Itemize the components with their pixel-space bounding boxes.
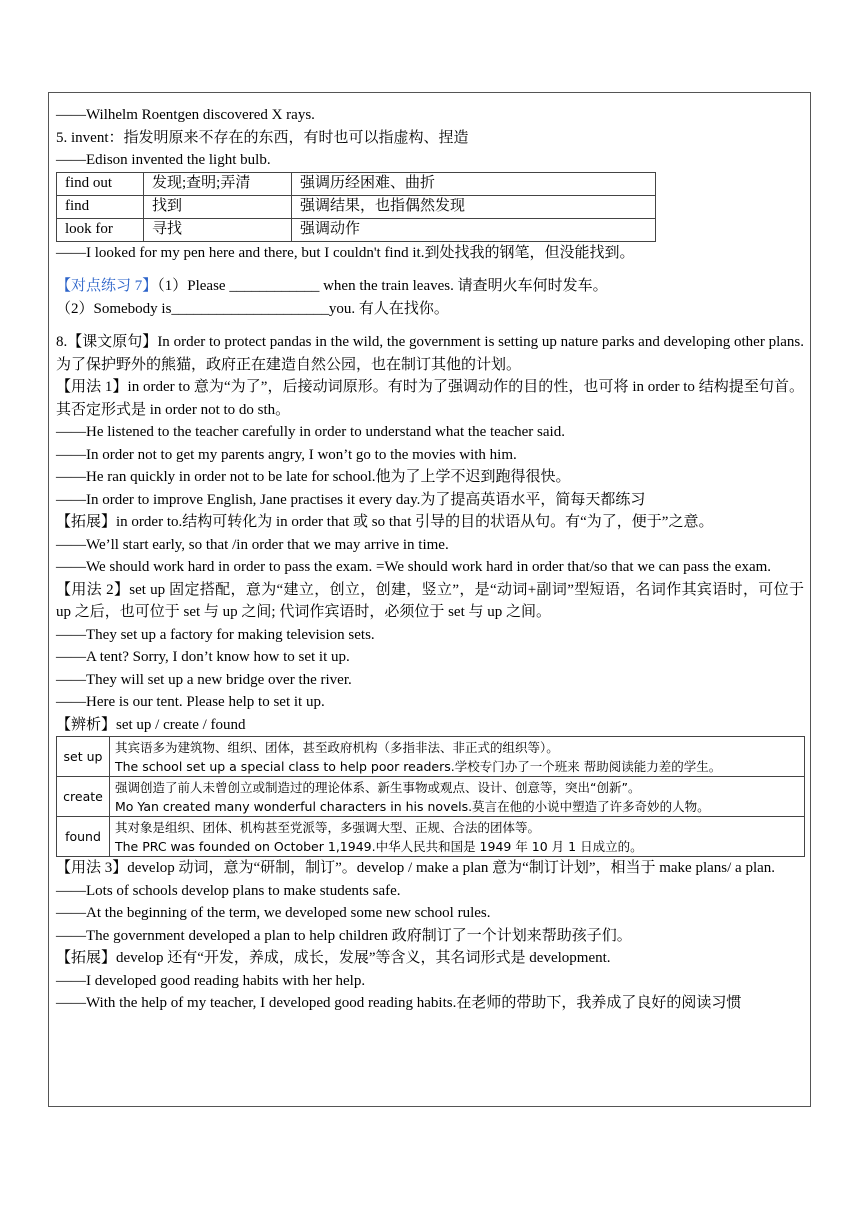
table-row — [57, 777, 805, 817]
table-cell-word: set up — [57, 737, 110, 777]
table-cell: 发现;查明;弄清 — [144, 172, 292, 195]
example-edison: ——Edison invented the light bulb. — [56, 152, 271, 168]
example-roentgen: ——Wilhelm Roentgen discovered X rays. — [56, 107, 315, 123]
setup-create-found-table — [56, 736, 805, 857]
example-line: ——We should work hard in order to pass the exam. =We should work hard in order that/so that we can pass the exam. — [56, 559, 772, 575]
table-row — [57, 737, 805, 777]
table-cell: 强调历经困难、曲折 — [292, 172, 656, 195]
table-cell: find out — [57, 172, 144, 195]
desc-text: 强调创造了前人未曾创立或制造过的理论体系、新生事物或观点、设计、创意等，突出“创新”。 — [115, 779, 641, 795]
desc-example: The PRC was founded on October 1,1949.中华人民共和国是 1949 年 10 月 1 日成立的。 — [115, 838, 643, 854]
table-cell-desc — [110, 777, 805, 817]
table-cell-word: create — [57, 777, 110, 817]
extension-2: 【拓展】develop 还有“开发，养成，成长，发展”等含义，其名词形式是 development. — [56, 950, 611, 966]
desc-text: 其对象是组织、团体、机构甚至党派等，多强调大型、正规、合法的团体等。 — [115, 819, 541, 835]
table-cell: find — [57, 195, 144, 218]
practice-q2: （2）Somebody is_____________________you. 有人在找你。 — [56, 300, 449, 317]
example-line: ——Lots of schools develop plans to make students safe. — [56, 882, 401, 899]
desc-example: The school set up a special class to help poor readers.学校专门办了一个班来 帮助阅读能力差的学生。 — [115, 758, 722, 774]
example-line: ——The government developed a plan to help children 政府制订了一个计划来帮助孩子们。 — [56, 927, 632, 944]
example-line: ——They will set up a new bridge over the river. — [56, 671, 352, 688]
example-line: ——We’ll start early, so that /in order that we may arrive in time. — [56, 536, 449, 553]
example-line: ——At the beginning of the term, we developed some new school rules. — [56, 905, 491, 921]
desc-text: 其宾语多为建筑物、组织、团体，甚至政府机构（多指非法、非正式的组织等）。 — [115, 739, 559, 755]
example-line: ——A tent? Sorry, I don’t know how to set it up. — [56, 649, 350, 665]
practice-tag: 【对点练习 7】 — [56, 278, 158, 294]
example-line: ——Here is our tent. Please help to set it up. — [56, 694, 325, 710]
usage-1: 【用法 1】in order to 意为“为了”，后接动词原形。有时为了强调动作的目的性，也可将 in order to 结构提至句首。其否定形式是 in order not to do sth。 — [56, 379, 804, 418]
usage-3: 【用法 3】develop 动词，意为“研制，制订”。develop / make a plan 意为“制订计划”，相当于 make plans/ a plan. — [56, 860, 776, 876]
table-row — [57, 817, 805, 857]
table-cell-desc — [110, 817, 805, 857]
example-line: ——In order to improve English, Jane practises it every day.为了提高英语水平，简每天都练习 — [56, 491, 646, 508]
invent-definition: 5. invent：指发明原来不存在的东西，有时也可以指虚构、捏造 — [56, 129, 469, 146]
table-cell: look for — [57, 218, 144, 241]
example-line: ——He ran quickly in order not to be late for school.他为了上学不迟到跑得很快。 — [56, 469, 571, 485]
section-8-sentence: 8.【课文原句】In order to protect pandas in the wild, the government is setting up nature parks and developing other plans.为了保护野外的熊猫，政府正在建造自然公园，也在制订其他的计划。 — [56, 334, 804, 373]
table-row — [57, 195, 656, 218]
distinction-heading: 【辨析】set up / create / found — [56, 716, 246, 733]
table-cell-desc — [110, 737, 805, 777]
table-cell: 找到 — [144, 195, 292, 218]
example-line: ——With the help of my teacher, I developed good reading habits.在老师的带助下，我养成了良好的阅读习惯 — [56, 995, 742, 1011]
table-cell: 寻找 — [144, 218, 292, 241]
table-cell: 强调结果，也指偶然发现 — [292, 195, 656, 218]
find-comparison-table — [56, 172, 656, 242]
example-line: ——I developed good reading habits with her help. — [56, 972, 366, 989]
practice-q1-text: （1）Please ____________ when the train leaves. 请查明火车何时发车。 — [157, 278, 608, 294]
example-look-for: ——I looked for my pen here and there, but I couldn't find it.到处找我的钢笔，但没能找到。 — [56, 244, 635, 261]
table-row — [57, 172, 656, 195]
desc-example: Mo Yan created many wonderful characters in his novels.莫言在他的小说中塑造了许多奇妙的人物。 — [115, 798, 710, 814]
example-line: ——In order not to get my parents angry, I won’t go to the movies with him. — [56, 446, 517, 463]
example-line: ——He listened to the teacher carefully in order to understand what the teacher said. — [56, 424, 565, 440]
example-line: ——They set up a factory for making television sets. — [56, 626, 375, 643]
document-content — [56, 104, 804, 1015]
usage-2: 【用法 2】set up 固定搭配，意为“建立，创立，创建，竖立”，是“动词+副词”型短语，名词作其宾语时，可位于 up 之后，也可位于 set 与 up 之间; 代词作宾语时，必须位于 set 与 up 之间。 — [56, 581, 804, 620]
practice-q1 — [56, 275, 804, 298]
table-cell-word: found — [57, 817, 110, 857]
extension-1: 【拓展】in order to.结构可转化为 in order that 或 so that 引导的目的状语从句。有“为了，便于”之意。 — [56, 514, 714, 530]
table-cell: 强调动作 — [292, 218, 656, 241]
table-row — [57, 218, 656, 241]
